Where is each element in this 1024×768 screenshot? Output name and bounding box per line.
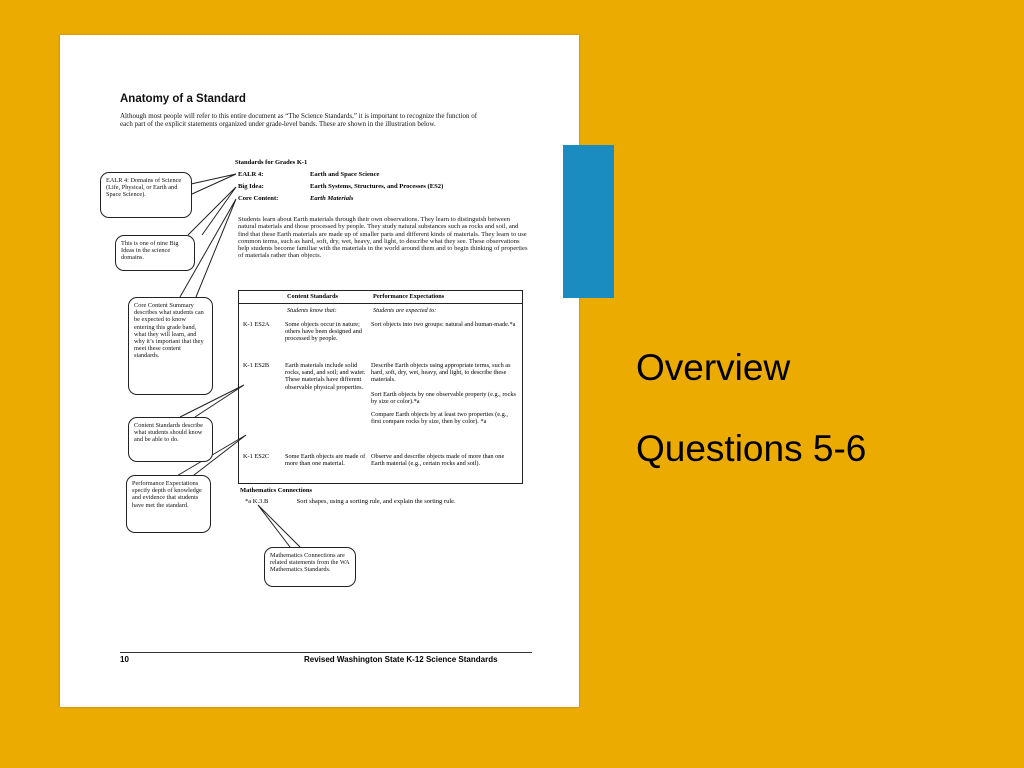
- core-content-paragraph: Students learn about Earth materials through their own observations. They learn to distinguish between natural materials and those processed by people. They study natural substances such as rocks and soil, and find that these Earth materials are made up of smaller parts and different kinds of materials. They learn to use common terms, such as hard, soft, dry, wet, heavy, and light, to describe what they see. These observations help students become familiar with the materials in the world around them and to begin thinking of properties of materials rather than objects.: [238, 216, 528, 260]
- core-content-callout: Core Content Summary describes what students can be expected to know entering this grade band, what they will learn, and why it’s important that they meet these content standards.: [128, 297, 213, 395]
- core-content-key: Core Content:: [238, 195, 279, 202]
- math-connections-heading: Mathematics Connections: [240, 487, 313, 494]
- standards-heading: Standards for Grades K-1: [235, 159, 308, 166]
- accent-bar: [563, 145, 614, 298]
- ealr-callout: EALR 4: Domains of Science (Life, Physical, or Earth and Space Science).: [100, 172, 192, 218]
- performance-expectation: Describe Earth objects using appropriate terms, such as hard, soft, dry, wet, heavy, and light, to describe these materials.: [371, 362, 511, 384]
- overview-text: Overview: [636, 347, 791, 388]
- content-standards-header: Content Standards: [287, 293, 338, 300]
- standards-table: [238, 290, 523, 484]
- math-code: *a K.3.B: [245, 498, 269, 505]
- footer-page-number: 10: [120, 655, 129, 664]
- ealr-line: [238, 171, 380, 178]
- questions-text: Questions 5-6: [636, 428, 867, 469]
- core-content-line: [238, 195, 354, 202]
- standard-code: K-1 ES2B: [243, 362, 270, 369]
- footer-rule: [120, 652, 532, 653]
- content-standards-callout: Content Standards describe what students should know and be able to do.: [128, 417, 213, 462]
- ealr-value: Earth and Space Science: [310, 171, 380, 178]
- performance-expectation: Sort Earth objects by one observable property (e.g., rocks by size or color).*a: [371, 391, 516, 406]
- performance-expectation: Sort objects into two groups: natural and human-made.*a: [371, 321, 516, 328]
- big-idea-callout: This is one of nine Big Ideas in the science domains.: [115, 235, 195, 271]
- intro-paragraph: Although most people will refer to this entire document as “The Science Standards,” it is important to recognize the function of each part of the explicit statements organized under grade-level bands. These are shown in the illustration below.: [120, 112, 478, 129]
- students-know-label: Students know that:: [287, 307, 337, 314]
- math-connection-row: [245, 498, 456, 505]
- performance-expectation: Observe and describe objects made of more than one Earth material (e.g., certain rocks and soil).: [371, 453, 505, 468]
- students-expected-label: Students are expected to:: [373, 307, 437, 314]
- table-header: [239, 291, 522, 304]
- standard-code: K-1 ES2A: [243, 321, 270, 328]
- document-page: [60, 35, 579, 707]
- content-standard: Some objects occur in nature; others have been designed and processed by people.: [285, 321, 362, 343]
- document-title: Anatomy of a Standard: [120, 93, 246, 105]
- content-standard: Some Earth objects are made of more than one material.: [285, 453, 366, 468]
- footer-title: Revised Washington State K-12 Science Standards: [304, 655, 498, 664]
- big-idea-value: Earth Systems, Structures, and Processes (ES2): [310, 183, 444, 190]
- performance-expectation: Compare Earth objects by at least two properties (e.g., first compare rocks by size, then by color). *a: [371, 411, 508, 426]
- math-connections-callout: Mathematics Connections are related statements from the WA Mathematics Standards.: [264, 547, 356, 587]
- performance-expectations-callout: Performance Expectations specify depth of knowledge and evidence that students have met the standard.: [126, 475, 211, 533]
- big-idea-key: Big Idea:: [238, 183, 264, 190]
- math-text: Sort shapes, using a sorting rule, and explain the sorting rule.: [296, 498, 456, 505]
- ealr-key: EALR 4:: [238, 171, 264, 178]
- core-content-value: Earth Materials: [310, 195, 354, 202]
- standard-code: K-1 ES2C: [243, 453, 270, 460]
- big-idea-line: [238, 183, 444, 190]
- content-standard: Earth materials include solid rocks, sand, and soil; and water. These materials have different observable physical properties.: [285, 362, 366, 391]
- performance-expectations-header: Performance Expectations: [373, 293, 445, 300]
